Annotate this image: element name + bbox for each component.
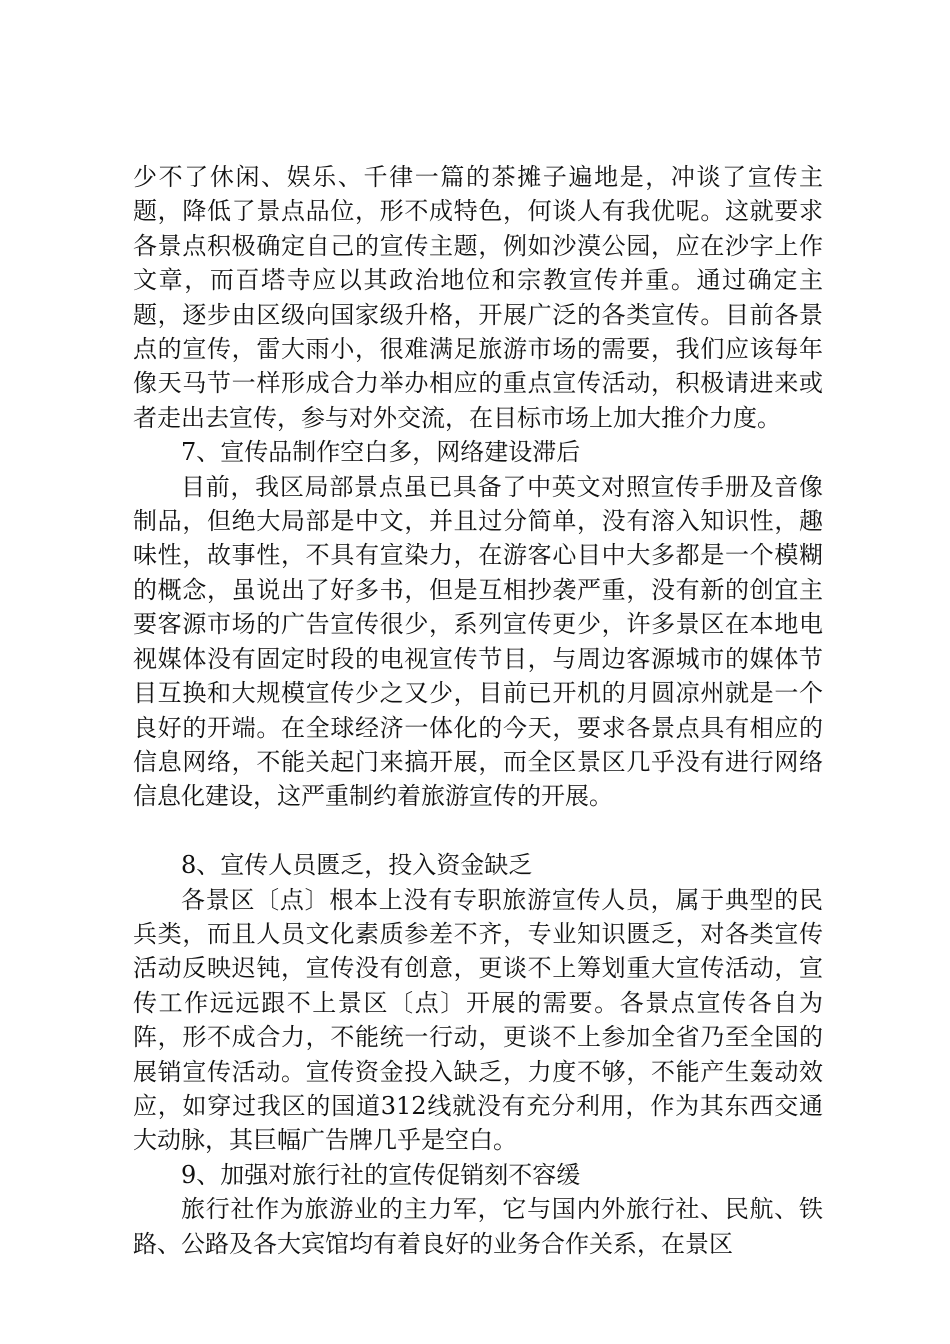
heading-7-promo-materials: 7、宣传品制作空白多，网络建设滞后 xyxy=(181,438,581,467)
heading-9-travel-agencies: 9、加强对旅行社的宣传促销刻不容缓 xyxy=(181,1160,581,1189)
document-body xyxy=(133,160,823,1261)
blank-line xyxy=(133,814,823,848)
paragraph-promo-materials: 目前，我区局部景点虽已具备了中英文对照宣传手册及音像制品，但绝大局部是中文，并且过分简单，没有溶入知识性，趣味性，故事性，不具有宣染力，在游客心目中大多都是一个模糊的概念，虽说出了好多书，但是互相抄袭严重，没有新的创宜主要客源市场的广告宣传很少，系列宣传更少，许多景区在本地电视媒体没有固定时段的电视宣传节目，与周边客源城市的媒体节目互换和大规模宣传少之又少，目前已开机的月圆凉州就是一个良好的开端。在全球经济一体化的今天，要求各景点具有相应的信息网络，不能关起门来搞开展，而全区景区几乎没有进行网络信息化建设，这严重制约着旅游宣传的开展。 xyxy=(133,472,823,811)
paragraph-travel-agencies: 旅行社作为旅游业的主力军，它与国内外旅行社、民航、铁路、公路及各大宾馆均有着良好的业务合作关系，在景区 xyxy=(133,1195,823,1258)
paragraph-staff-funding: 各景区〔点〕根本上没有专职旅游宣传人员，属于典型的民兵类，而且人员文化素质参差不齐，专业知识匮乏，对各类宣传活动反映迟钝，宣传没有创意，更谈不上筹划重大宣传活动，宣传工作远远跟不上景区〔点〕开展的需要。各景点宣传各自为阵，形不成合力，不能统一行动，更谈不上参加全省乃至全国的展销宣传活动。宣传资金投入缺乏，力度不够，不能产生轰动效应，如穿过我区的国道312线就没有充分利用，作为其东西交通大动脉，其巨幅广告牌几乎是空白。 xyxy=(133,885,823,1155)
heading-8-staff-funding: 8、宣传人员匮乏，投入资金缺乏 xyxy=(181,851,533,880)
paragraph-scenic-theme-continued: 少不了休闲、娱乐、千律一篇的茶摊子遍地是，冲谈了宣传主题，降低了景点品位，形不成特色，何谈人有我优呢。这就要求各景点积极确定自己的宣传主题，例如沙漠公园，应在沙字上作文章，而百塔寺应以其政治地位和宗教宣传并重。通过确定主题，逐步由区级向国家级升格，开展广泛的各类宣传。目前各景点的宣传，雷大雨小，很难满足旅游市场的需要，我们应该每年像天马节一样形成合力举办相应的重点宣传活动，积极请进来或者走出去宣传，参与对外交流，在目标市场上加大推介力度。 xyxy=(133,163,823,432)
